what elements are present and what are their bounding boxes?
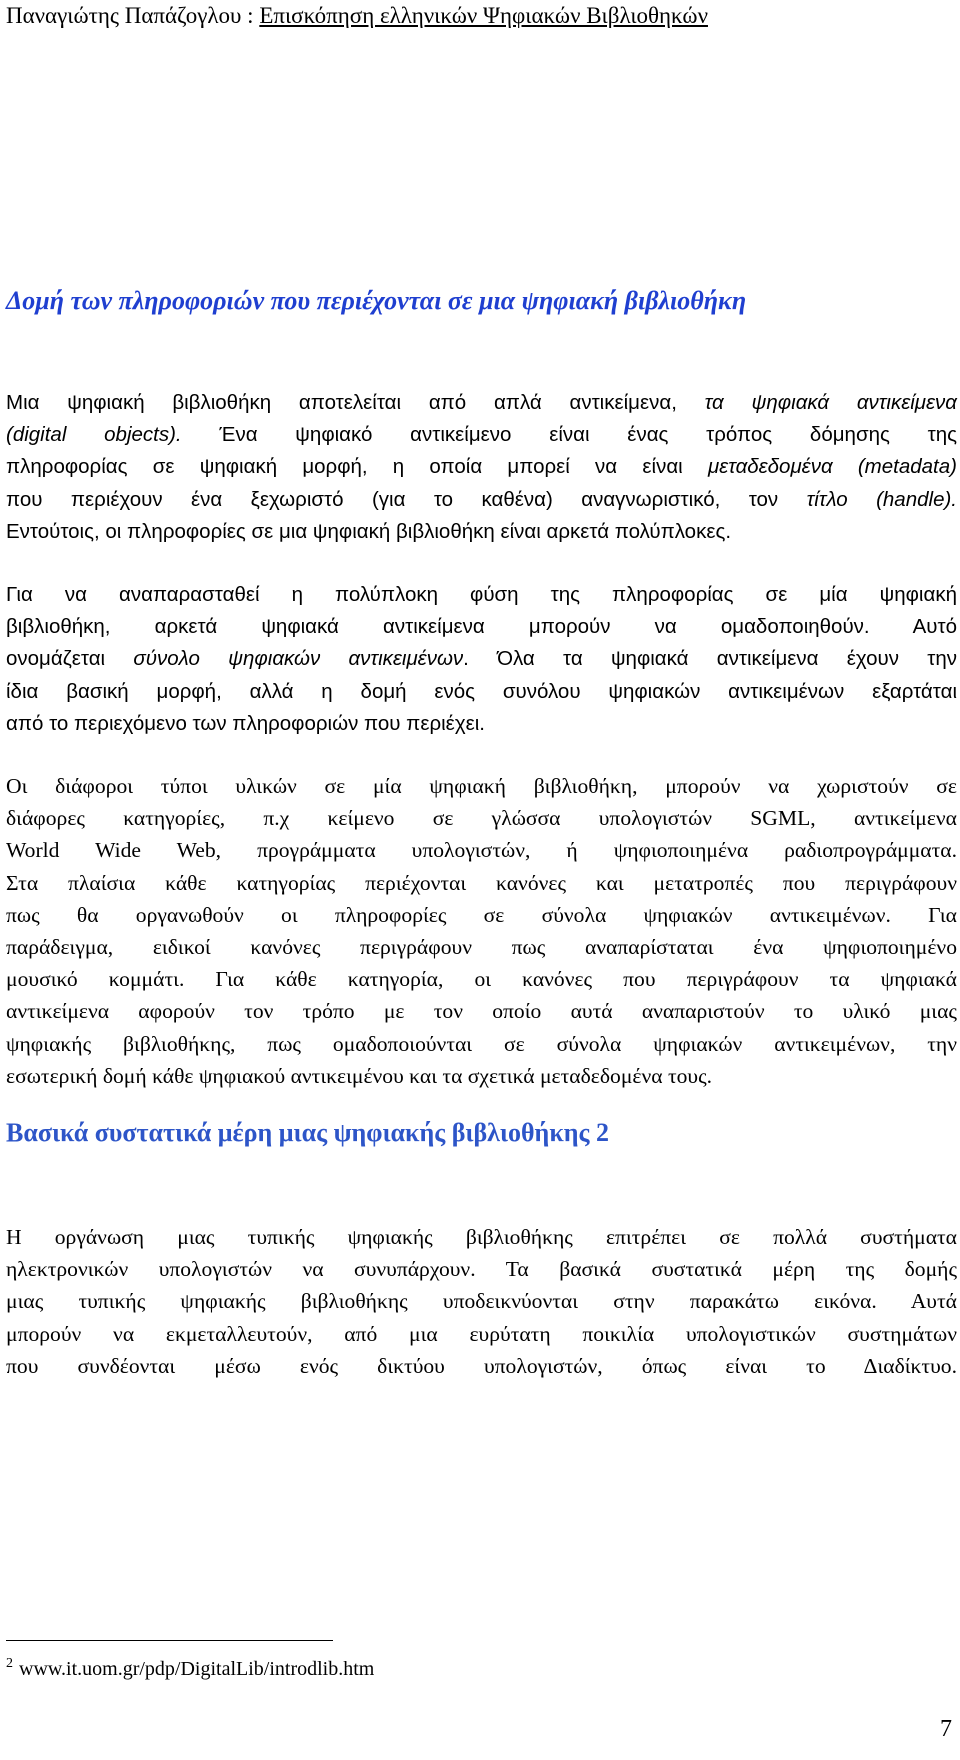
page-number: 7 bbox=[940, 1716, 952, 1742]
text-line: αντικείμενα αφορούν τον τρόπο με τον οποίο αυτά αναπαριστούν το υλικό μιας bbox=[6, 999, 957, 1024]
text-line: που συνδέονται μέσω ενός δικτύου υπολογιστών, όπως είναι το Διαδίκτυο. bbox=[6, 1353, 957, 1378]
footnote bbox=[6, 1650, 374, 1683]
paragraph-object-sets bbox=[6, 579, 957, 740]
text-line: (digital objects). Ένα ψηφιακό αντικείμενο είναι ένας τρόπος δόμησης της bbox=[6, 423, 958, 447]
text-line: Μια ψηφιακή βιβλιοθήκη αποτελείται από απλά αντικείμενα, τα ψηφιακά αντικείμενα bbox=[6, 391, 957, 414]
text-line: παράδειγμα, ειδικοί κανόνες περιγράφουν πως αναπαρίσταται ένα ψηφιοποιημένο bbox=[6, 935, 957, 960]
text-line: World Wide Web, προγράμματα υπολογιστών, ή ψηφιοποιημένα ραδιοπρογράμματα. bbox=[6, 838, 957, 863]
text-line: ίδια βασική μορφή, αλλά η δομή ενός συνόλου ψηφιακών αντικειμένων εξαρτάται bbox=[6, 679, 957, 703]
text-line: Εντούτοις, οι πληροφορίες σε μια ψηφιακή βιβλιοθήκη είναι αρκετά πολύπλοκες. bbox=[6, 519, 732, 543]
text-line: βιβλιοθήκη, αρκετά ψηφιακά αντικείμενα μπορούν να ομαδοποιηθούν. Αυτό bbox=[6, 615, 957, 639]
section-heading-components: Βασικά συστατικά μέρη μιας ψηφιακής βιβλιοθήκης 2 bbox=[6, 1118, 609, 1147]
running-header bbox=[6, 2, 708, 30]
footnote-marker: 2 bbox=[6, 1656, 13, 1671]
text-line: Στα πλαίσια κάθε κατηγορίας περιέχονται κανόνες και μετατροπές που περιγράφουν bbox=[6, 870, 957, 895]
text-line: διάφορες κατηγορίες, π.χ κείμενο σε γλώσσα υπολογιστών SGML, αντικείμενα bbox=[6, 806, 957, 831]
text-line: μιας τυπικής ψηφιακής βιβλιοθήκης υποδεικνύονται στην παρακάτω εικόνα. Αυτά bbox=[6, 1289, 957, 1314]
paragraph-organization bbox=[6, 1221, 957, 1382]
text-line: εσωτερική δομή κάθε ψηφιακού αντικειμένου και τα σχετικά μεταδεδομένα τους. bbox=[6, 1063, 713, 1088]
text-line: πληροφορίας σε ψηφιακή μορφή, η οποία μπορεί να είναι μεταδεδομένα (metadata) bbox=[6, 455, 957, 479]
text-line: ονομάζεται σύνολο ψηφιακών αντικειμένων. Όλα τα ψηφιακά αντικείμενα έχουν την bbox=[6, 647, 957, 671]
footnote-link[interactable]: www.it.uom.gr/pdp/DigitalLib/introdlib.htm bbox=[19, 1658, 375, 1680]
paragraph-digital-objects bbox=[6, 387, 957, 548]
text-line: Οι διάφοροι τύποι υλικών σε μία ψηφιακή βιβλιοθήκη, μπορούν να χωριστούν σε bbox=[6, 774, 957, 798]
section-heading-structure: Δομή των πληροφοριών που περιέχονται σε μια ψηφιακή βιβλιοθήκη bbox=[6, 286, 747, 315]
paragraph-material-categories bbox=[6, 770, 957, 1092]
footnote-separator bbox=[6, 1640, 333, 1641]
text-line: πως θα οργανωθούν οι πληροφορίες σε σύνολα ψηφιακών αντικειμένων. Για bbox=[6, 902, 957, 927]
text-line: Για να αναπαρασταθεί η πολύπλοκη φύση της πληροφορίας σε μία ψηφιακή bbox=[6, 583, 957, 606]
header-author: Παναγιώτης Παπάζογλου : bbox=[6, 3, 260, 28]
text-line: μπορούν να εκμεταλλευτούν, από μια ευρύτατη ποικιλία υπολογιστικών συστημάτων bbox=[6, 1321, 957, 1346]
text-line: μουσικό κομμάτι. Για κάθε κατηγορία, οι κανόνες που περιγράφουν τα ψηφιακά bbox=[6, 967, 957, 992]
text-line: ηλεκτρονικών υπολογιστών να συνυπάρχουν. Τα βασικά συστατικά μέρη της δομής bbox=[6, 1257, 957, 1282]
text-line: Η οργάνωση μιας τυπικής ψηφιακής βιβλιοθήκης επιτρέπει σε πολλά συστήματα bbox=[6, 1225, 957, 1249]
text-line: από το περιεχόμενο των πληροφοριών που περιέχει. bbox=[6, 711, 485, 735]
text-line: ψηφιακής βιβλιοθήκης, πως ομαδοποιούνται σε σύνολα ψηφιακών αντικειμένων, την bbox=[6, 1031, 957, 1056]
header-title: Επισκόπηση ελληνικών Ψηφιακών Βιβλιοθηκών bbox=[259, 3, 708, 28]
text-line: που περιέχουν ένα ξεχωριστό (για το καθένα) αναγνωριστικό, τον τίτλο (handle). bbox=[6, 487, 957, 511]
